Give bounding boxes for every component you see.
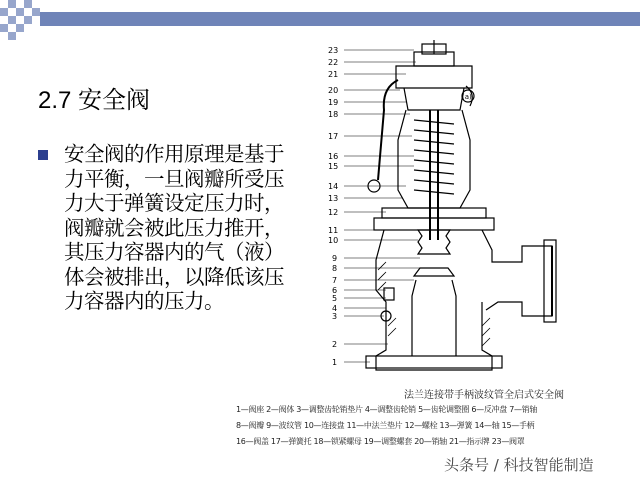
svg-text:16: 16 bbox=[328, 152, 339, 161]
svg-text:8: 8 bbox=[332, 264, 338, 273]
svg-text:10: 10 bbox=[328, 236, 339, 245]
title-banner-bar bbox=[40, 12, 640, 26]
svg-text:13: 13 bbox=[328, 194, 339, 203]
svg-text:9: 9 bbox=[332, 254, 338, 263]
slide-title: 2.7 安全阀 bbox=[38, 87, 151, 114]
svg-text:19: 19 bbox=[328, 98, 339, 107]
svg-text:4: 4 bbox=[332, 304, 338, 313]
svg-text:21: 21 bbox=[328, 70, 339, 79]
svg-text:6: 6 bbox=[332, 286, 338, 295]
svg-text:3: 3 bbox=[332, 312, 338, 321]
svg-text:5: 5 bbox=[332, 294, 338, 303]
watermark: 头条号 / 科技智能制造 bbox=[444, 456, 594, 474]
parts-legend bbox=[236, 404, 640, 452]
legend-line: 16—阀盖 17—弹簧托 18—锁紧螺母 19—调整螺套 20—销轴 21—指示牌 23—阀罩 bbox=[236, 437, 525, 446]
svg-text:17: 17 bbox=[328, 132, 339, 141]
bullet-text: 安全阀的作用原理是基于力平衡，一旦阀瓣所受压力大于弹簧设定压力时，阀瓣就会被此压力推开，其压力容器内的气（液）体会被排出，以降低该压力容器内的压力。 bbox=[64, 142, 284, 313]
svg-text:15: 15 bbox=[328, 162, 339, 171]
svg-text:22: 22 bbox=[328, 58, 339, 67]
svg-text:20: 20 bbox=[328, 86, 339, 95]
svg-text:1: 1 bbox=[332, 358, 338, 367]
svg-text:7: 7 bbox=[332, 276, 338, 285]
figure-caption: 法兰连接带手柄波纹管全启式安全阀 bbox=[404, 390, 564, 401]
square-bullet-icon bbox=[38, 150, 48, 160]
legend-line: 1—阀座 2—阀体 3—调整齿轮销垫片 4—调整齿轮销 5—齿轮调整圈 6—反冲盘 7—销轴 bbox=[236, 405, 538, 414]
svg-text:(a): (a) bbox=[462, 93, 472, 101]
svg-text:23: 23 bbox=[328, 46, 339, 55]
svg-text:18: 18 bbox=[328, 110, 339, 119]
svg-text:12: 12 bbox=[328, 208, 339, 217]
svg-text:2: 2 bbox=[332, 340, 338, 349]
safety-valve-drawing bbox=[326, 40, 626, 380]
svg-text:11: 11 bbox=[328, 226, 339, 235]
svg-text:14: 14 bbox=[328, 182, 339, 191]
legend-line: 8—阀瓣 9—波纹管 10—连接盘 11—中法兰垫片 12—螺栓 13—弹簧 14—轴 15—手柄 bbox=[236, 421, 535, 430]
